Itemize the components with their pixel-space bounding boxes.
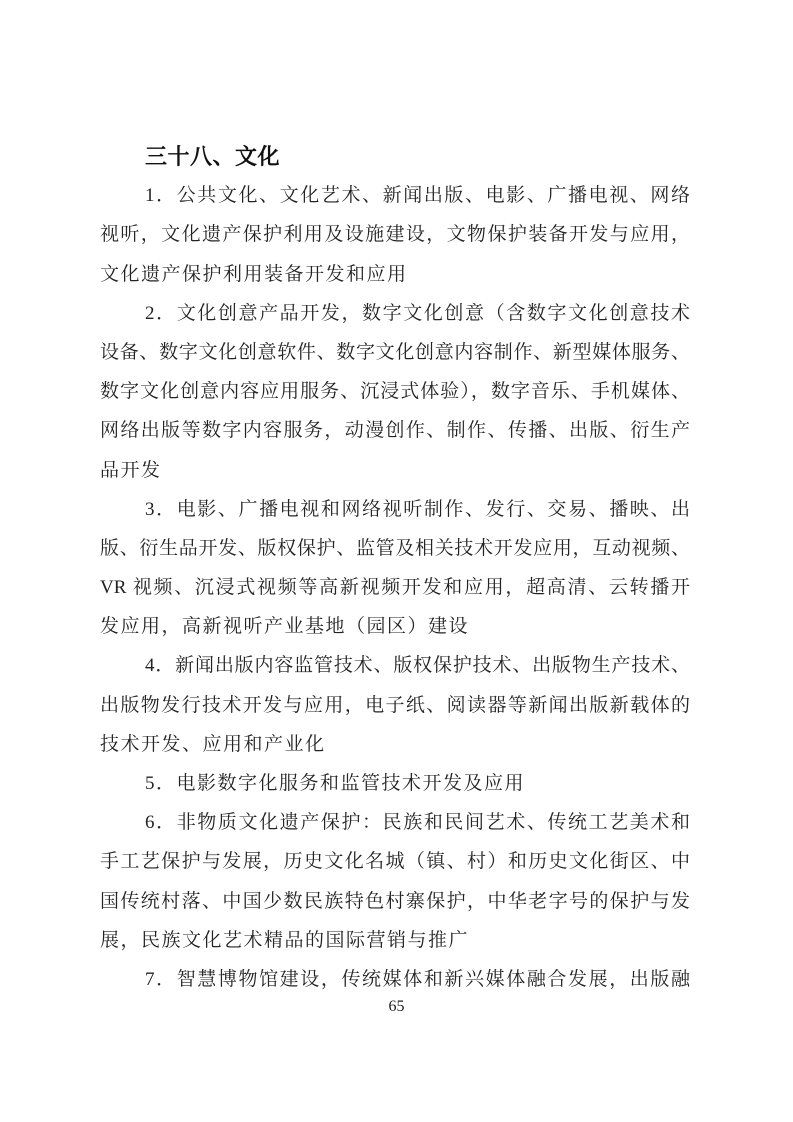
text-line: 3．电影、广播电视和网络视听制作、发行、交易、播映、出 xyxy=(145,498,690,520)
text-line: 设备、数字文化创意软件、数字文化创意内容制作、新型媒体服务、 xyxy=(100,341,690,363)
text-line: 数字文化创意内容应用服务、沉浸式体验），数字音乐、手机媒体、 xyxy=(100,381,690,403)
text-line: 手工艺保护与发展，历史文化名城（镇、村）和历史文化街区、中 xyxy=(100,851,690,873)
document-body xyxy=(100,137,690,999)
section-items xyxy=(100,176,690,999)
text-line: 5．电影数字化服务和监管技术开发及应用 xyxy=(145,773,526,794)
text-line: 国传统村落、中国少数民族特色村寨保护，中华老字号的保护与发 xyxy=(100,890,690,912)
numbered-paragraph xyxy=(100,764,690,803)
text-line: 出版物发行技术开发与应用，电子纸、阅读器等新闻出版新载体的 xyxy=(100,694,690,716)
numbered-paragraph xyxy=(100,646,690,764)
text-line: 技术开发、应用和产业化 xyxy=(100,733,326,755)
text-line: 发应用，高新视听产业基地（园区）建设 xyxy=(100,616,470,638)
text-line: 版、衍生品开发、版权保护、监管及相关技术开发应用，互动视频、 xyxy=(100,537,690,559)
text-line: 2．文化创意产品开发，数字文化创意（含数字文化创意技术 xyxy=(145,302,690,324)
text-line: 展，民族文化艺术精品的国际营销与推广 xyxy=(100,929,470,951)
text-line: 文化遗产保护利用装备开发和应用 xyxy=(100,263,408,285)
text-line: 网络出版等数字内容服务，动漫创作、制作、传播、出版、衍生产 xyxy=(100,420,690,442)
numbered-paragraph xyxy=(100,490,690,647)
text-line: VR 视频、沉浸式视频等高新视频开发和应用，超高清、云转播开 xyxy=(100,577,690,599)
text-line: 6．非物质文化遗产保护：民族和民间艺术、传统工艺美术和 xyxy=(145,812,690,834)
page-number: 65 xyxy=(388,998,405,1015)
text-line: 7．智慧博物馆建设，传统媒体和新兴媒体融合发展，出版融 xyxy=(145,968,690,990)
text-line: 1．公共文化、文化艺术、新闻出版、电影、广播电视、网络 xyxy=(145,185,690,207)
numbered-paragraph xyxy=(100,960,690,999)
numbered-paragraph xyxy=(100,803,690,960)
section-heading: 三十八、文化 xyxy=(145,144,281,169)
text-line: 视听，文化遗产保护利用及设施建设，文物保护装备开发与应用， xyxy=(100,224,690,246)
text-line: 品开发 xyxy=(100,459,162,481)
numbered-paragraph xyxy=(100,294,690,490)
numbered-paragraph xyxy=(100,176,690,294)
text-line: 4．新闻出版内容监管技术、版权保护技术、出版物生产技术、 xyxy=(145,655,690,677)
